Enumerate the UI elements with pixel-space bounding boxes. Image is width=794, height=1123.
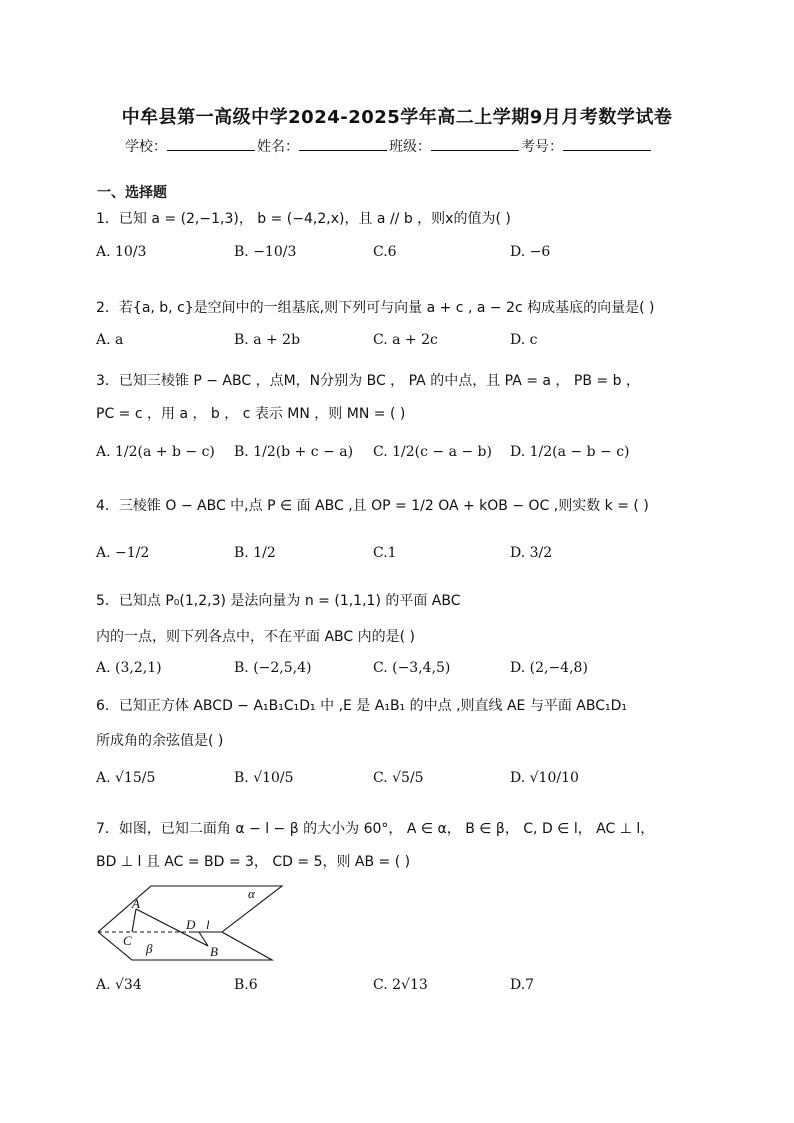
option-d: D. c: [510, 332, 538, 348]
option-c: C. a + 2c: [373, 332, 438, 348]
option-d: D. √10/10: [510, 770, 579, 786]
label-beta: β: [146, 941, 153, 956]
option-c: C. 1/2(c − a − b): [373, 444, 492, 460]
option-b: B. 1/2(b + c − a): [234, 444, 354, 460]
segment-ac: [132, 909, 136, 932]
school-blank: [167, 136, 255, 151]
option-a: A. (3,2,1): [96, 660, 162, 676]
exam-number-label: 考号：: [521, 139, 563, 155]
option-c: C. √5/5: [373, 770, 424, 786]
option-b: B. 1/2: [234, 545, 276, 561]
label-l: l: [206, 917, 210, 932]
option-a: A. −1/2: [96, 545, 150, 561]
section-heading: 一、选择题: [97, 185, 167, 201]
option-d: D. −6: [510, 244, 551, 260]
dihedral-angle-figure: [96, 882, 286, 962]
option-d: D.7: [510, 977, 535, 993]
question-2-stem: 2．若{a, b, c}是空间中的一组基底,则下列可与向量 a + c , a − 2c 构成基底的向量是( ): [96, 300, 655, 316]
question-3-stem-line2: PC = c ，用 a ， b ， c 表示 MN ，则 MN = ( ): [96, 406, 406, 422]
option-d: D. (2,−4,8): [510, 660, 588, 676]
option-c: C.6: [373, 244, 397, 260]
option-c: C.1: [373, 545, 397, 561]
option-a: A. √34: [96, 977, 142, 993]
option-c: C. (−3,4,5): [373, 660, 451, 676]
question-6-stem-line2: 所成角的余弦值是( ): [96, 733, 224, 749]
label-alpha: α: [248, 886, 255, 901]
option-c: C. 2√13: [373, 977, 428, 993]
question-7-stem-line2: BD ⊥ l 且 AC = BD = 3， CD = 5，则 AB = ( ): [96, 854, 411, 870]
school-label: 学校：: [125, 139, 167, 155]
label-d: D: [186, 917, 196, 932]
question-3-stem: 3．已知三棱锥 P − ABC ，点M，N分别为 BC ， PA 的中点，且 PA = a ， PB = b ，: [96, 373, 640, 389]
question-7-stem: 7．如图，已知二面角 α − l − β 的大小为 60°， A ∈ α， B ∈ β， C, D ∈ l， AC ⊥ l，: [96, 821, 655, 837]
question-5-stem: 5．已知点 P₀(1,2,3) 是法向量为 n = (1,1,1) 的平面 ABC: [96, 593, 461, 609]
option-b: B. a + 2b: [234, 332, 301, 348]
exam-title: 中牟县第一高级中学2024-2025学年高二上学期9月月考数学试卷: [121, 107, 673, 128]
label-c: C: [123, 933, 132, 948]
option-b: B.6: [234, 977, 258, 993]
option-a: A. 1/2(a + b − c): [96, 444, 215, 460]
option-b: B. −10/3: [234, 244, 297, 260]
label-b: B: [210, 944, 218, 959]
question-5-stem-line2: 内的一点，则下列各点中，不在平面 ABC 内的是( ): [96, 629, 415, 645]
question-6-stem: 6．已知正方体 ABCD − A₁B₁C₁D₁ 中 ,E 是 A₁B₁ 的中点 ,则直线 AE 与平面 ABC₁D₁: [96, 698, 628, 714]
class-blank: [431, 136, 519, 151]
option-a: A. 10/3: [96, 244, 147, 260]
option-a: A. √15/5: [96, 770, 156, 786]
exam-number-blank: [563, 136, 651, 151]
label-a: A: [132, 896, 140, 911]
option-b: B. √10/5: [234, 770, 294, 786]
option-a: A. a: [96, 332, 124, 348]
name-label: 姓名：: [257, 139, 299, 155]
student-info-row: [125, 136, 653, 156]
question-4-stem: 4．三棱锥 O − ABC 中,点 P ∈ 面 ABC ,且 OP = 1/2 OA + kOB − OC ,则实数 k = ( ): [96, 498, 649, 514]
option-d: D. 1/2(a − b − c): [510, 444, 630, 460]
option-d: D. 3/2: [510, 545, 553, 561]
class-label: 班级：: [389, 139, 431, 155]
question-1-stem: 1．已知 a = (2,−1,3)， b = (−4,2,x)，且 a // b ，则x的值为( ): [96, 211, 511, 227]
option-b: B. (−2,5,4): [234, 660, 312, 676]
name-blank: [299, 136, 387, 151]
